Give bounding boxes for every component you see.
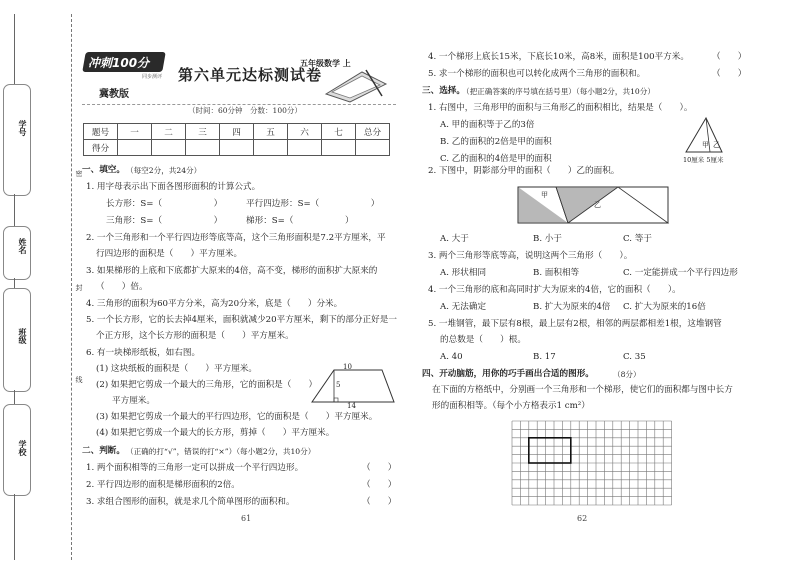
score-cell[interactable]	[254, 140, 288, 156]
section2-title: 二、判断。	[82, 446, 125, 456]
page-number-right: 62	[577, 514, 588, 523]
sidebar-line	[14, 194, 15, 226]
fold-line	[71, 14, 72, 560]
question-2a: 2. 一个三角形和一个平行四边形等底等高，这个三角形面积是7.2平方厘米，平	[86, 233, 386, 243]
parallelogram-yi-label: 乙	[594, 201, 601, 209]
score-header-cell: 四	[220, 124, 254, 140]
choice-2: 2. 下图中，阴影部分甲的面积（ ）乙的面积。	[428, 166, 620, 176]
section3-title: 三、选择。	[422, 86, 465, 96]
choice-1-option-a: A. 甲的面积等于乙的3倍	[440, 120, 535, 130]
score-table	[83, 123, 390, 156]
section1-note: （每空2分，共24分）	[126, 166, 202, 175]
answer-paren[interactable]: （ ）	[712, 69, 747, 79]
sidebar-line	[14, 494, 15, 560]
question-1b: 平行四边形：S=（ ）	[246, 199, 380, 209]
parallelogram-jia-label: 甲	[541, 191, 548, 199]
trapezoid-bottom-label: 14	[347, 402, 356, 410]
score-cell[interactable]	[288, 140, 322, 156]
score-header-cell: 六	[288, 124, 322, 140]
choice-4-option-a: A. 无法确定	[440, 302, 487, 312]
judge-2: 2. 平行四边形的面积是梯形面积的2倍。	[86, 480, 240, 490]
triangle-figure	[684, 116, 726, 160]
score-header-cell: 五	[254, 124, 288, 140]
question-1: 1. 用字母表示出下面各图形面积的计算公式。	[86, 182, 261, 192]
score-header-cell: 二	[152, 124, 186, 140]
score-header-cell: 一	[118, 124, 152, 140]
triangle-jia-label: 甲	[702, 141, 709, 149]
judge-4: 4. 一个梯形上底长15米，下底长10米，高8米，面积是100平方米。	[428, 52, 689, 62]
triangle-yi-label: 乙	[713, 141, 720, 149]
question-5b: 个正方形，这个长方形的面积是（ ）平方厘米。	[96, 331, 294, 341]
score-cell[interactable]	[220, 140, 254, 156]
choice-5-option-c: C. 35	[623, 352, 646, 362]
answer-paren[interactable]: （ ）	[362, 480, 397, 490]
question-6b: (2) 如果把它剪成一个最大的三角形，它的面积是（ ）	[96, 380, 318, 390]
question-6a: (1) 这块纸板的面积是（ ）平方厘米。	[96, 364, 257, 374]
choice-2-option-c: C. 等于	[623, 234, 652, 244]
question-6c: (3) 如果把它剪成一个最大的平行四边形，它的面积是（ ）平方厘米。	[96, 412, 378, 422]
choice-2-option-a: A. 大于	[440, 234, 469, 244]
class-label: 班级	[18, 328, 28, 344]
edition-label: 冀教版	[99, 89, 129, 100]
question-1a: 长方形：S=（ ）	[106, 199, 223, 209]
choice-4: 4. 一个三角形的底和高同时扩大为原来的4倍，它的面积（ ）。	[428, 285, 681, 295]
question-2b: 行四边形的面积是（ ）平方厘米。	[96, 249, 243, 259]
fold-text: 线	[75, 376, 83, 383]
given-rectangle	[529, 438, 571, 463]
grade-badge: 五年级数学 上	[300, 58, 351, 68]
question-5a: 5. 一个长方形，它的长去掉4厘米，面积就减少20平方厘米，剩下的部分正好是一	[86, 315, 397, 325]
school-label: 学校	[18, 440, 28, 456]
score-row-label: 得分	[84, 140, 118, 156]
judge-5: 5. 求一个梯形的面积也可以转化成两个三角形的面积和。	[428, 69, 646, 79]
drawing-instruction-1: 在下面的方格纸中，分别画一个三角形和一个梯形，使它们的面积都与图中长方	[432, 385, 733, 395]
question-6d: (4) 如果把它剪成一个最大的长方形，剪掉（ ）平方厘米。	[96, 428, 335, 438]
section1-title: 一、填空。	[82, 165, 125, 175]
choice-2-option-b: B. 小于	[533, 234, 562, 244]
choice-5a: 5. 一堆钢管，最下层有8根，最上层有2根，相邻的两层都相差1根，这堆钢管	[428, 319, 722, 329]
choice-4-option-c: C. 扩大为原来的16倍	[623, 302, 706, 312]
trapezoid-top-label: 10	[343, 363, 352, 371]
choice-3: 3. 两个三角形等底等高，说明这两个三角形（ ）。	[428, 251, 633, 261]
drawing-instruction-2: 形的面积相等。（每个小方格表示1 cm²）	[432, 401, 590, 411]
fold-text: 封	[75, 284, 83, 291]
question-3a: 3. 如果梯形的上底和下底都扩大原来的4倍，高不变，梯形的面积扩大原来的	[86, 266, 378, 276]
choice-5b: 的总数是（ ）根。	[440, 335, 526, 345]
score-header-cell: 总分	[356, 124, 390, 140]
question-6b-cont: 平方厘米。	[112, 396, 155, 406]
choice-5-option-a: A. 40	[440, 352, 463, 362]
choice-3-option-b: B. 面积相等	[533, 268, 580, 278]
student-id-label: 学号	[18, 120, 28, 136]
time-score: （时间：60分钟 分数：100分）	[188, 106, 302, 115]
sidebar-line	[14, 278, 15, 288]
score-header-cell: 七	[322, 124, 356, 140]
answer-paren[interactable]: （ ）	[712, 52, 747, 62]
sidebar-line	[14, 14, 15, 84]
sidebar-line	[14, 390, 15, 404]
choice-3-option-a: A. 形状相同	[440, 268, 487, 278]
question-6: 6. 有一块梯形纸板，如右图。	[86, 348, 201, 358]
logo-text: 冲刺100分	[88, 56, 150, 70]
choice-1: 1. 右图中，三角形甲的面积与三角形乙的面积相比，结果是（ ）。	[428, 103, 693, 113]
section2-note: （正确的打“√”，错误的打“×”）（每小题2分，共10分）	[126, 447, 316, 456]
score-cell[interactable]	[186, 140, 220, 156]
answer-paren[interactable]: （ ）	[362, 463, 397, 473]
question-1d: 梯形：S=（ ）	[246, 216, 354, 226]
choice-1-option-b: B. 乙的面积的2倍是甲的面积	[440, 137, 552, 147]
score-cell[interactable]	[356, 140, 390, 156]
section4-title: 四、开动脑筋，用你的巧手画出合适的图形。	[422, 369, 594, 379]
trapezoid-height-label: 5	[336, 381, 341, 389]
exam-title: 第六单元达标测试卷	[178, 66, 323, 84]
score-cell[interactable]	[118, 140, 152, 156]
choice-3-option-c: C. 一定能拼成一个平行四边形	[623, 268, 738, 278]
score-header-cell: 题号	[84, 124, 118, 140]
score-cell[interactable]	[322, 140, 356, 156]
section3-note: （把正确答案的序号填在括号里）（每小题2分，共10分）	[462, 87, 655, 96]
score-header-cell: 三	[186, 124, 220, 140]
answer-paren[interactable]: （ ）	[362, 497, 397, 507]
fold-text: 密	[75, 170, 83, 177]
question-4: 4. 三角形的面积为60平方分米，高为20分米，底是（ ）分米。	[86, 299, 343, 309]
triangle-dims-label: 10厘米 5厘米	[683, 156, 724, 164]
parallelogram-figure	[512, 184, 672, 226]
question-3b: （ ）倍。	[96, 282, 148, 292]
choice-4-option-b: B. 扩大为原来的4倍	[533, 302, 611, 312]
choice-1-option-c: C. 乙的面积的4倍是甲的面积	[440, 154, 552, 164]
grid-paper[interactable]	[509, 418, 679, 510]
logo-subtext: 同步测评	[142, 74, 163, 80]
judge-1: 1. 两个面积相等的三角形一定可以拼成一个平行四边形。	[86, 463, 304, 473]
question-1c: 三角形：S=（ ）	[106, 216, 223, 226]
name-label: 姓名	[18, 238, 28, 254]
score-table-header-row	[84, 124, 390, 140]
book-illustration-icon	[322, 66, 390, 104]
page-number-left: 61	[241, 514, 252, 523]
section4-note: （8分）	[613, 370, 641, 379]
score-table-row	[84, 140, 390, 156]
judge-3: 3. 求组合图形的面积，就是求几个简单图形的面积和。	[86, 497, 295, 507]
score-cell[interactable]	[152, 140, 186, 156]
choice-5-option-b: B. 17	[533, 352, 556, 362]
student-id-box	[3, 84, 31, 196]
